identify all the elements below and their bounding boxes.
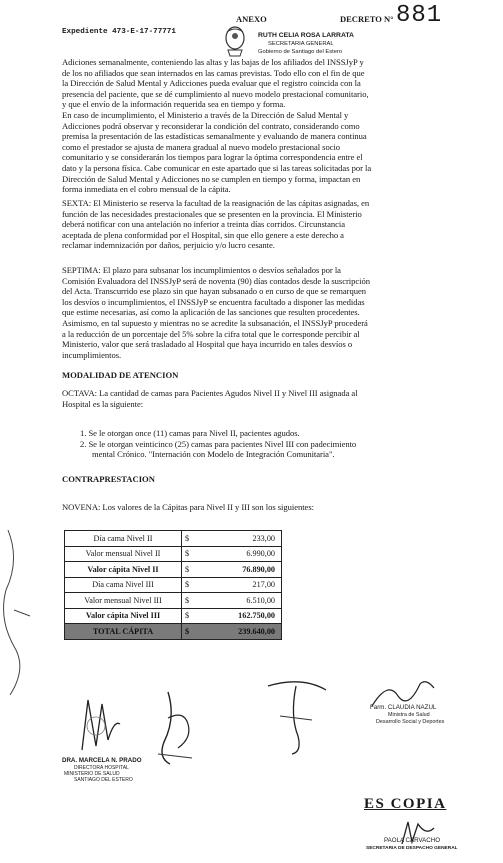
table-total-value: 239.640,00	[200, 624, 282, 640]
margin-scribble-icon	[0, 520, 40, 700]
octava-line: Hospital es la siguiente:	[62, 398, 144, 409]
sexta-line: reclamar indemnización por daños, perjuicio y/o lucro cesante.	[62, 240, 275, 251]
list-item: 2. Se le otorgan veinticinco (25) camas para pacientes Nivel III con padecimiento	[80, 438, 357, 449]
decreto-label: DECRETO N°	[340, 14, 394, 24]
table-cell-currency: $	[182, 593, 201, 609]
table-cell-value: 6.510,00	[200, 593, 282, 609]
p2-line: dato y la persona física. Cabe comunicar en este apartado que si las tareas solicitadas por la	[62, 162, 372, 173]
table-row	[65, 562, 282, 578]
table-row	[65, 546, 282, 562]
septima-line: del Acta. Transcurrido ese plazo sin que hayan subsanado o en curso de que se remarquen	[62, 286, 366, 297]
table-cell-value: 6.990,00	[200, 546, 282, 562]
table-cell-label: Valor cápita Nivel II	[65, 562, 182, 578]
list-item: 1. Se le otorgan once (11) camas para Nivel II, pacientes agudos.	[80, 428, 300, 438]
table-cell-currency: $	[182, 608, 201, 624]
septima-line: los desvíos o incumplimientos, el INSSJyP se encuentra facultado a disponer las medidas	[62, 296, 365, 307]
table-cell-label: Valor mensual Nivel III	[65, 593, 182, 609]
sexta-line: función de las necesidades prestacionales que se presenten en la provincia. El Ministerio	[62, 208, 362, 219]
p1-line: presencia del paciente, que se dé cumplimiento al nuevo modelo prestacional comunitario,	[62, 88, 369, 99]
table-cell-label: Día cama Nivel III	[65, 577, 182, 593]
right-signer-name: Farm. CLAUDIA NAZUL	[370, 704, 437, 711]
table-cell-label: Valor cápita Nivel III	[65, 608, 182, 624]
p2-line: premisa la presentación de las estadísticas semanalmente y evaluando de manera continua	[62, 131, 367, 142]
stamp-line-1: SECRETARIA GENERAL	[268, 41, 334, 47]
table-row	[65, 593, 282, 609]
table-total-row	[65, 624, 282, 640]
septima-line: incumplimientos.	[62, 349, 122, 360]
left-signer-title: DIRECTORA HOSPITAL	[74, 765, 129, 771]
sexta-line: aceptada de plena conformidad por el Hospital, sin que ello genere a este derecho a	[62, 229, 344, 240]
capita-table	[64, 530, 282, 640]
coat-of-arms-icon	[224, 24, 246, 58]
stamp-name: RUTH CELIA ROSA LARRATA	[258, 32, 354, 39]
p1-line: Adiciones semanalmente, conteniendo las altas y las bajas de los afiliados del INSSJyP y	[62, 57, 364, 67]
anexo-label: ANEXO	[236, 14, 267, 24]
right-signer-title: Ministra de Salud	[388, 712, 430, 718]
table-cell-value: 217,00	[200, 577, 282, 593]
table-cell-label: Valor mensual Nivel II	[65, 546, 182, 562]
septima-line: Ministerio, valor que será trasladado al Hospital que haya incurrido en tales desvíos o	[62, 339, 353, 350]
middle-signature-icon	[148, 688, 208, 768]
septima-line: a la reducción de un porcentaje del 5% sobre la cifra total que le corresponde percibir al	[62, 328, 360, 339]
octava-line: OCTAVA: La cantidad de camas para Pacientes Agudos Nivel II y Nivel III asignada al	[62, 388, 358, 398]
left-signer-title: SANTIAGO DEL ESTERO	[74, 777, 133, 783]
table-row	[65, 608, 282, 624]
clause-sexta	[62, 198, 369, 251]
p2-line: comunitario y se considerarán los tiempos para lograr la óptima correspondencia entre el	[62, 152, 363, 163]
table-cell-currency: $	[182, 546, 201, 562]
left-signer-title: MINISTERIO DE SALUD	[64, 771, 120, 777]
right-signer-title: Desarrollo Social y Deportes	[376, 719, 445, 725]
clause-septima	[62, 265, 370, 360]
p1-line: y que el envío de la información requerida sea en tiempo y forma.	[62, 99, 286, 110]
sexta-line: deberá notificar con una antelación no inferior a treinta días corridos. Circunstancia	[62, 219, 345, 230]
septima-line: SEPTIMA: El plazo para subsanar los incumplimientos o desvíos señalados por la	[62, 265, 341, 275]
table-cell-label: Día cama Nivel II	[65, 531, 182, 547]
stamp-line-2: Gobierno de Santiago del Estero	[258, 49, 343, 55]
p2-line: En caso de incumplimiento, el Ministerio a través de la Dirección de Salud Mental y	[62, 109, 349, 120]
center-signature-icon	[262, 676, 332, 756]
es-copia-stamp: ES COPIA	[364, 796, 447, 812]
table-cell-currency: $	[182, 562, 201, 578]
table-row	[65, 531, 282, 547]
section-heading-modalidad: MODALIDAD DE ATENCION	[62, 370, 179, 380]
sexta-line: SEXTA: El Ministerio se reserva la facultad de la reasignación de las cápitas asignadas, en	[62, 198, 370, 208]
p2-line: Adicciones podrá observar y reconsiderar la condición del contrato, considerando como	[62, 120, 360, 131]
table-cell-currency: $	[182, 531, 201, 547]
copia-signer-title: SECRETARIA DE DESPACHO GENERAL	[366, 846, 458, 851]
left-signer-name: DRA. MARCELA N. PRADO	[62, 757, 142, 764]
septima-line: Comisión Evaluadora del INSSJyP será de noventa (90) días contados desde la suscripción	[62, 275, 370, 286]
p1-line: de los no afiliados que sean internados en las camas previstas. Todo ello con el fin de que	[62, 67, 365, 78]
p2-line: como el prestador se ajusta de manera gradual al nuevo modelo prestacional socio	[62, 141, 341, 152]
clause-novena: NOVENA: Los valores de la Cápitas para Nivel II y III son los siguientes:	[62, 502, 314, 512]
table-cell-value: 76.890,00	[200, 562, 282, 578]
p2-line: forma inmediata en el cobro mensual de la cápita.	[62, 184, 231, 195]
decreto-number: 881	[396, 2, 443, 29]
table-total-label: TOTAL CÁPITA	[65, 624, 182, 640]
table-cell-value: 233,00	[200, 531, 282, 547]
section-heading-contraprestacion: CONTRAPRESTACION	[62, 474, 155, 484]
table-total-currency: $	[182, 624, 201, 640]
table-cell-currency: $	[182, 577, 201, 593]
copia-signer-name: PAOLA CARVACHO	[384, 837, 441, 844]
table-cell-value: 162.750,00	[200, 608, 282, 624]
septima-line: que estime necesarias, así como la aplicación de las sanciones que resulten procedentes.	[62, 307, 360, 318]
expediente: Expediente 473-E-17-77771	[62, 28, 176, 36]
septima-line: Asimismo, en tal supuesto y mientras no se acredite la subsanación, el INSSJyP procederá	[62, 317, 368, 328]
p1-line: la Dirección de Salud Mental y Adicciones pueda evaluar que el registro coincida con la	[62, 78, 361, 89]
table-row	[65, 577, 282, 593]
list-item-continuation: mental Crónico. "Internación con Modelo de Integración Comunitaria".	[92, 449, 335, 460]
p2-line: Dirección de Salud Mental y Adicciones no se cumplen en tiempo y forma, impactan en	[62, 173, 361, 184]
left-signature-icon	[74, 690, 124, 754]
